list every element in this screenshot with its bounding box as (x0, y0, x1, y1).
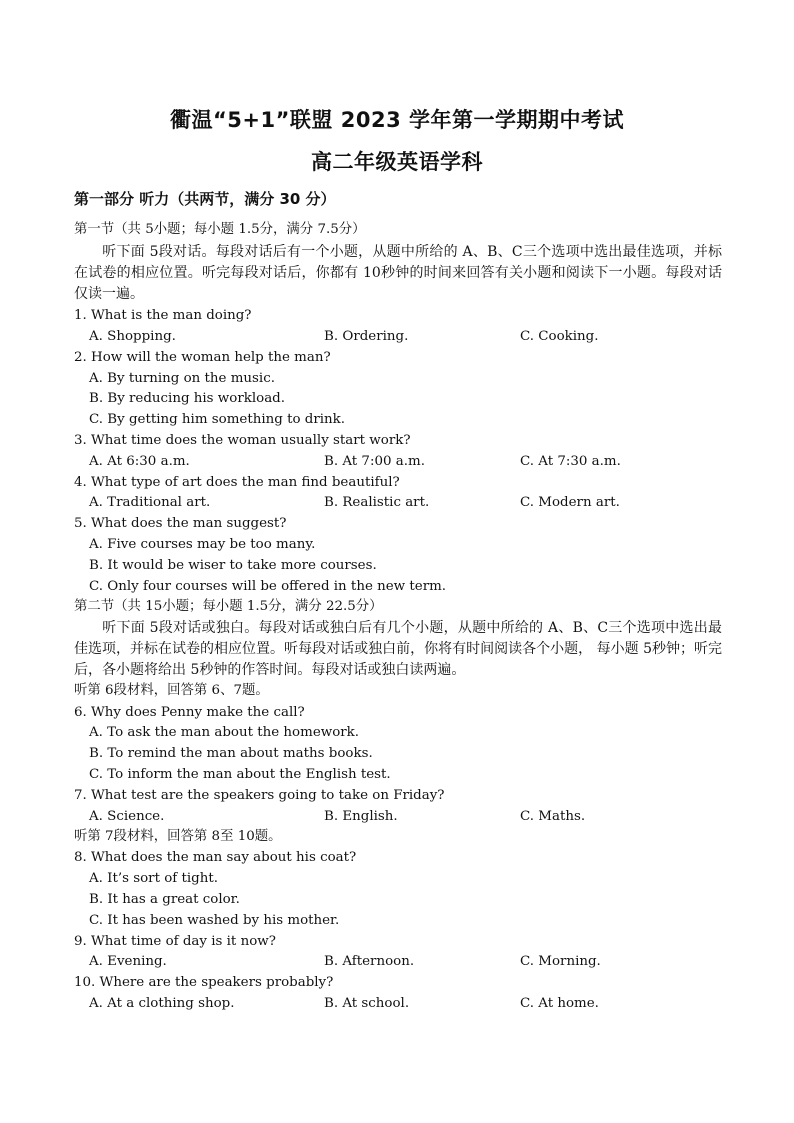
option-b[interactable]: B. At school. (324, 996, 410, 1011)
question-stem: 6. Why does Penny make the call? (74, 705, 305, 720)
section2-heading: 第二节（共 15小题；每小题 1.5分，满分 22.5分） (74, 599, 383, 614)
option-c[interactable]: C. Only four courses will be offered in the new term. (89, 579, 447, 594)
option-b[interactable]: B. Afternoon. (324, 954, 415, 969)
option-a[interactable]: A. To ask the man about the homework. (89, 725, 360, 740)
option-c[interactable]: C. Maths. (520, 809, 586, 824)
material-7-instruction: 听第 7段材料，回答第 8至 10题。 (74, 829, 282, 844)
section1-directions-text: 听下面 5段对话。每段对话后有一个小题，从题中所给的 A、B、C三个选项中选出最佳选项，并标在试卷的相应位置。听完每段对话后，你都有 10秒钟的时间来回答有关小题和阅读下一小题。每段对话仅读一遍。 (74, 244, 722, 302)
option-b[interactable]: B. English. (324, 809, 398, 824)
option-a[interactable]: A. By turning on the music. (89, 371, 275, 386)
option-c[interactable]: C. Cooking. (520, 329, 599, 344)
option-c[interactable]: C. At home. (520, 996, 599, 1011)
option-a[interactable]: A. It’s sort of tight. (89, 871, 218, 886)
exam-title: 衢温“5+1”联盟 2023 学年第一学期期中考试 (170, 108, 624, 132)
option-a[interactable]: A. Traditional art. (89, 495, 211, 510)
section2-directions (74, 618, 722, 680)
option-b[interactable]: B. At 7:00 a.m. (324, 454, 425, 469)
question-stem: 2. How will the woman help the man? (74, 350, 331, 365)
question-stem: 8. What does the man say about his coat? (74, 850, 357, 865)
option-a[interactable]: A. At 6:30 a.m. (89, 454, 190, 469)
option-a[interactable]: A. Science. (89, 809, 165, 824)
option-b[interactable]: B. To remind the man about maths books. (89, 746, 373, 761)
option-c[interactable]: C. It has been washed by his mother. (89, 913, 340, 928)
option-a[interactable]: A. At a clothing shop. (89, 996, 235, 1011)
section2-directions-text: 听下面 5段对话或独白。每段对话或独白后有几个小题，从题中所给的 A、B、C三个选项中选出最佳选项，并标在试卷的相应位置。听每段对话或独白前，你将有时间阅读各个小题， 每小题 5秒钟；听完后，各小题将给出 5秒钟的作答时间。每段对话或独白读两遍。 (74, 620, 722, 678)
option-b[interactable]: B. By reducing his workload. (89, 391, 286, 406)
question-stem: 3. What time does the woman usually start work? (74, 433, 411, 448)
option-a[interactable]: A. Shopping. (89, 329, 176, 344)
question-stem: 9. What time of day is it now? (74, 934, 276, 949)
option-a[interactable]: A. Five courses may be too many. (89, 537, 316, 552)
option-a[interactable]: A. Evening. (89, 954, 167, 969)
section1-directions (74, 242, 722, 304)
question-stem: 5. What does the man suggest? (74, 516, 287, 531)
option-b[interactable]: B. It would be wiser to take more courses. (89, 558, 377, 573)
question-stem: 4. What type of art does the man find beautiful? (74, 475, 400, 490)
option-c[interactable]: C. By getting him something to drink. (89, 412, 346, 427)
option-c[interactable]: C. Modern art. (520, 495, 620, 510)
material-6-instruction: 听第 6段材料，回答第 6、7题。 (74, 683, 269, 698)
question-stem: 10. Where are the speakers probably? (74, 975, 334, 990)
option-b[interactable]: B. It has a great color. (89, 892, 240, 907)
section1-heading: 第一节（共 5小题；每小题 1.5分，满分 7.5分） (74, 222, 366, 237)
option-b[interactable]: B. Realistic art. (324, 495, 430, 510)
part1-heading: 第一部分 听力（共两节，满分 30 分） (74, 190, 336, 208)
option-c[interactable]: C. Morning. (520, 954, 601, 969)
question-stem: 1. What is the man doing? (74, 308, 252, 323)
question-stem: 7. What test are the speakers going to take on Friday? (74, 788, 445, 803)
option-b[interactable]: B. Ordering. (324, 329, 409, 344)
option-c[interactable]: C. At 7:30 a.m. (520, 454, 621, 469)
exam-subtitle: 高二年级英语学科 (311, 150, 483, 174)
option-c[interactable]: C. To inform the man about the English test. (89, 767, 391, 782)
